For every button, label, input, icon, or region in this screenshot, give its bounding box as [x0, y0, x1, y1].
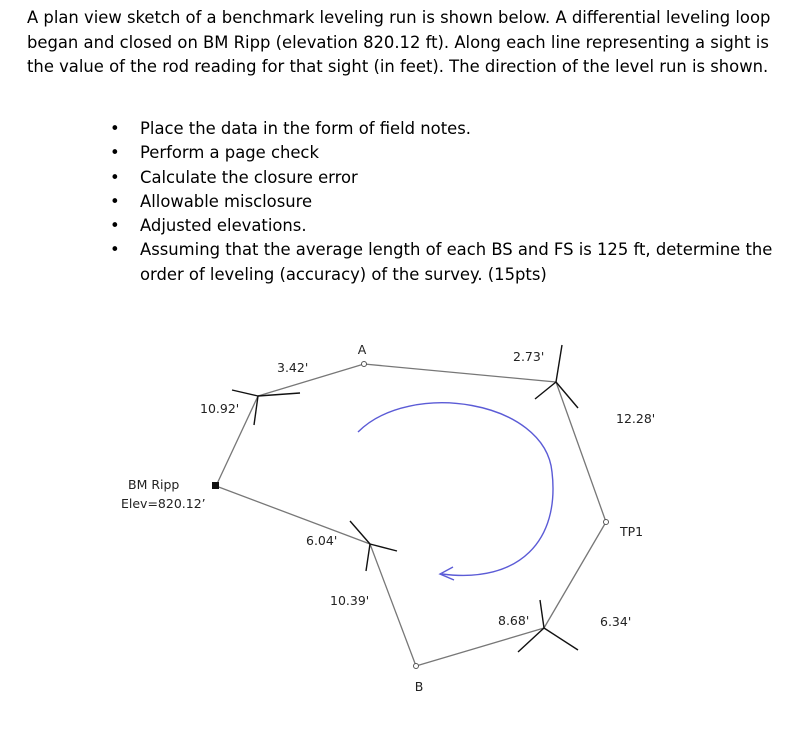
sight-line — [370, 544, 416, 666]
task-text: Assuming that the average length of each BS and FS is 125 ft, determine the order of leveling (accuracy) of the survey. (15pts) — [140, 240, 773, 284]
benchmark-name: BM Ripp — [128, 477, 180, 492]
turning-point-tp1-marker — [604, 520, 609, 525]
task-text: Allowable misclosure — [140, 191, 313, 211]
sight-line — [216, 486, 370, 544]
direction-arrow — [358, 403, 553, 576]
sight-lines — [216, 364, 606, 666]
rod-reading: 10.92' — [200, 401, 240, 416]
rod-reading: 10.39' — [330, 593, 370, 608]
rod-reading: 12.28' — [616, 411, 656, 426]
instrument-setups — [232, 345, 578, 652]
bullet: • — [110, 240, 120, 260]
bullet: • — [110, 143, 120, 163]
tripod-icon — [232, 390, 300, 425]
rod-reading: 6.04' — [306, 533, 338, 548]
sight-line — [556, 382, 606, 522]
task-text: Calculate the closure error — [140, 167, 358, 187]
sight-line — [258, 364, 364, 396]
tripod-icon — [350, 521, 397, 571]
rod-reading: 3.42' — [277, 360, 309, 375]
benchmark-elevation: Elev=820.12’ — [121, 496, 206, 511]
point-label-a: A — [357, 342, 367, 357]
turning-point-a-marker — [362, 362, 367, 367]
task-text: Adjusted elevations. — [140, 216, 307, 236]
task-text: Place the data in the form of field notes. — [140, 119, 471, 138]
arrow-head-icon — [440, 567, 454, 580]
problem-intro: A plan view sketch of a benchmark leveling run is shown below. A differential leveling loop began and closed on BM Ripp (elevation 820.12 ft). Along each line representing a sight is the value of the rod reading for that sight (in feet). The direction of the level run is shown. — [27, 8, 771, 76]
sight-line — [544, 522, 606, 628]
sight-line — [416, 628, 544, 666]
point-label-tp1: TP1 — [620, 524, 644, 539]
bullet: • — [110, 167, 120, 187]
rod-reading: 2.73' — [513, 349, 545, 364]
bullet: • — [110, 216, 120, 236]
turning-point-b-marker — [414, 664, 419, 669]
rod-reading: 6.34' — [600, 614, 632, 629]
rod-reading: 8.68' — [498, 613, 530, 628]
bullet: • — [110, 191, 120, 211]
task-text: Perform a page check — [140, 143, 319, 163]
point-label-b: B — [414, 679, 424, 694]
sight-line — [364, 364, 556, 382]
bullet: • — [110, 119, 120, 138]
benchmark-marker — [212, 482, 219, 489]
